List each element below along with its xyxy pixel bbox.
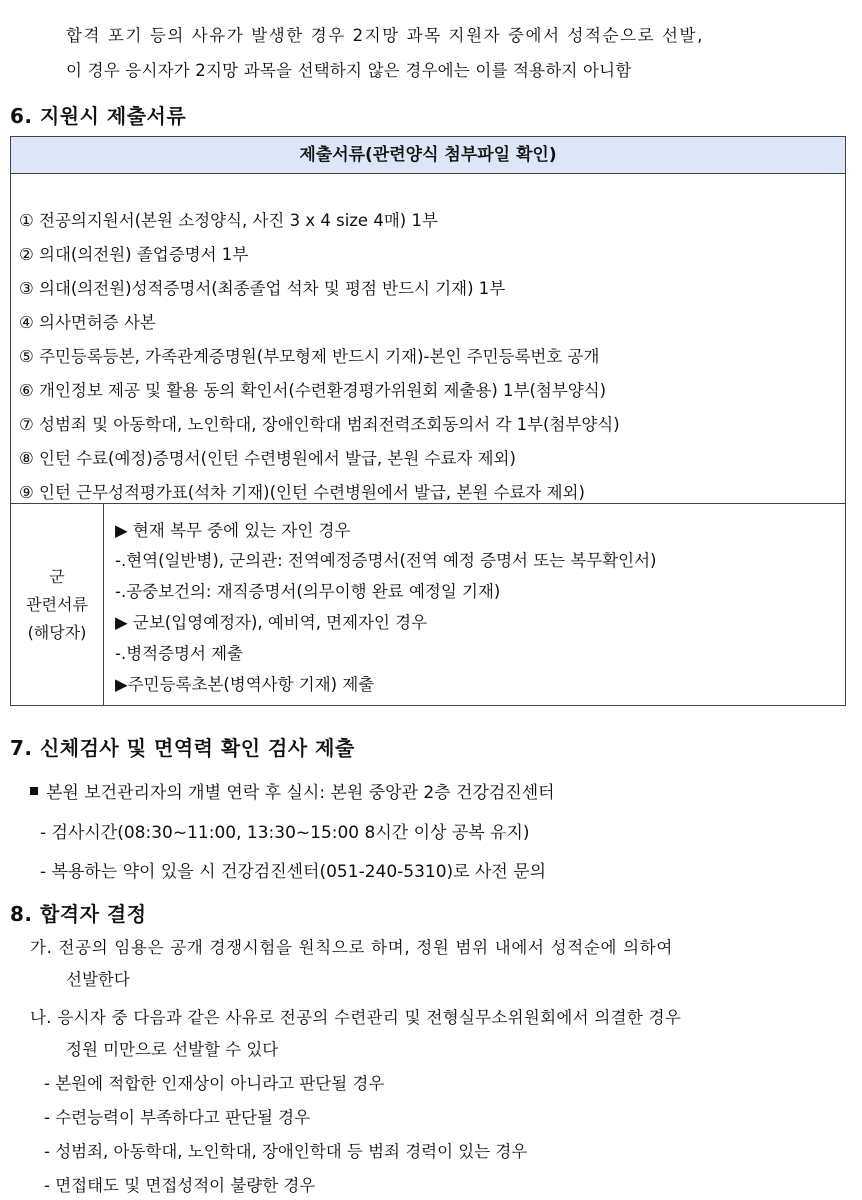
military-doc-line: ▶ 현재 복무 중에 있는 자인 경우 (115, 521, 351, 540)
military-label-line: (해당자) (27, 623, 87, 642)
exam-bullet-text: 본원 보건관리자의 개별 연락 후 실시: 본원 중앙관 2층 건강검진센터 (46, 783, 555, 803)
table-divider (11, 503, 845, 504)
rejection-reason: - 수련능력이 부족하다고 판단될 경우 (44, 1108, 311, 1127)
criteria-na-line-2: 정원 미만으로 선발할 수 있다 (66, 1040, 279, 1059)
military-doc-line: -.병적증명서 제출 (115, 644, 244, 663)
military-label-line: 관련서류 (26, 595, 88, 614)
rejection-reason: - 본원에 적합한 인재상이 아니라고 판단될 경우 (44, 1074, 385, 1093)
military-doc-line: ▶주민등록초본(병역사항 기재) 제출 (115, 675, 375, 694)
documents-table-header: 제출서류(관련양식 첨부파일 확인) (11, 137, 845, 174)
document-item: ③ 의대(의전원)성적증명서(최종졸업 석차 및 평점 반드시 기재) 1부 (19, 279, 506, 298)
rejection-reason: - 면접태도 및 면접성적이 불량한 경우 (44, 1176, 316, 1195)
intro-line-1: 합격 포기 등의 사유가 발생한 경우 2지망 과목 지원자 중에서 성적순으로 선발, (66, 26, 704, 45)
document-item: ④ 의사면허증 사본 (19, 313, 156, 332)
document-item: ① 전공의지원서(본원 소정양식, 사진 3 x 4 size 4매) 1부 (19, 211, 438, 230)
exam-bullet-line (30, 778, 555, 803)
criteria-na-line-1: 나. 응시자 중 다음과 같은 사유로 전공의 수련관리 및 전형실무소위원회에서 의결한 경우 (30, 1008, 682, 1027)
intro-line-2: 이 경우 응시자가 2지망 과목을 선택하지 않은 경우에는 이를 적용하지 아니함 (66, 61, 632, 80)
criteria-ga-line-1: 가. 전공의 임용은 공개 경쟁시험을 원칙으로 하며, 정원 범위 내에서 성적순에 의하여 (30, 938, 674, 957)
military-label-line: 군 (49, 567, 65, 586)
exam-sub-item: - 검사시간(08:30~11:00, 13:30~15:00 8시간 이상 공복 유지) (40, 823, 530, 843)
rejection-reason: - 성범죄, 아동학대, 노인학대, 장애인학대 등 범죄 경력이 있는 경우 (44, 1142, 528, 1161)
document-item: ⑧ 인턴 수료(예정)증명서(인턴 수련병원에서 발급, 본원 수료자 제외) (19, 449, 516, 468)
square-bullet-icon (30, 787, 38, 795)
document-item: ⑨ 인턴 근무성적평가표(석차 기재)(인턴 수련병원에서 발급, 본원 수료자 제외) (19, 483, 585, 502)
document-item: ⑦ 성범죄 및 아동학대, 노인학대, 장애인학대 범죄전력조회동의서 각 1부(첨부양식) (19, 415, 620, 434)
document-item: ② 의대(의전원) 졸업증명서 1부 (19, 245, 249, 264)
exam-sub-item: - 복용하는 약이 있을 시 건강검진센터(051-240-5310)로 사전 문의 (40, 862, 547, 882)
section-8-heading: 8. 합격자 결정 (10, 902, 147, 926)
military-doc-line: -.현역(일반병), 군의관: 전역예정증명서(전역 예정 증명서 또는 복무확인서) (115, 551, 657, 570)
criteria-ga-line-2: 선발한다 (66, 970, 130, 989)
document-item: ⑤ 주민등록등본, 가족관계증명원(부모형제 반드시 기재)-본인 주민등록번호 공개 (19, 347, 600, 366)
document-item: ⑥ 개인정보 제공 및 활용 동의 확인서(수련환경평가위원회 제출용) 1부(첨부양식) (19, 381, 607, 400)
documents-table (10, 136, 846, 706)
military-doc-line: ▶ 군보(입영예정자), 예비역, 면제자인 경우 (115, 613, 428, 632)
military-doc-line: -.공중보건의: 재직증명서(의무이행 완료 예정일 기재) (115, 582, 501, 601)
military-docs-label (11, 504, 104, 706)
section-6-heading: 6. 지원시 제출서류 (10, 104, 187, 128)
section-7-heading: 7. 신체검사 및 면역력 확인 검사 제출 (10, 736, 355, 760)
